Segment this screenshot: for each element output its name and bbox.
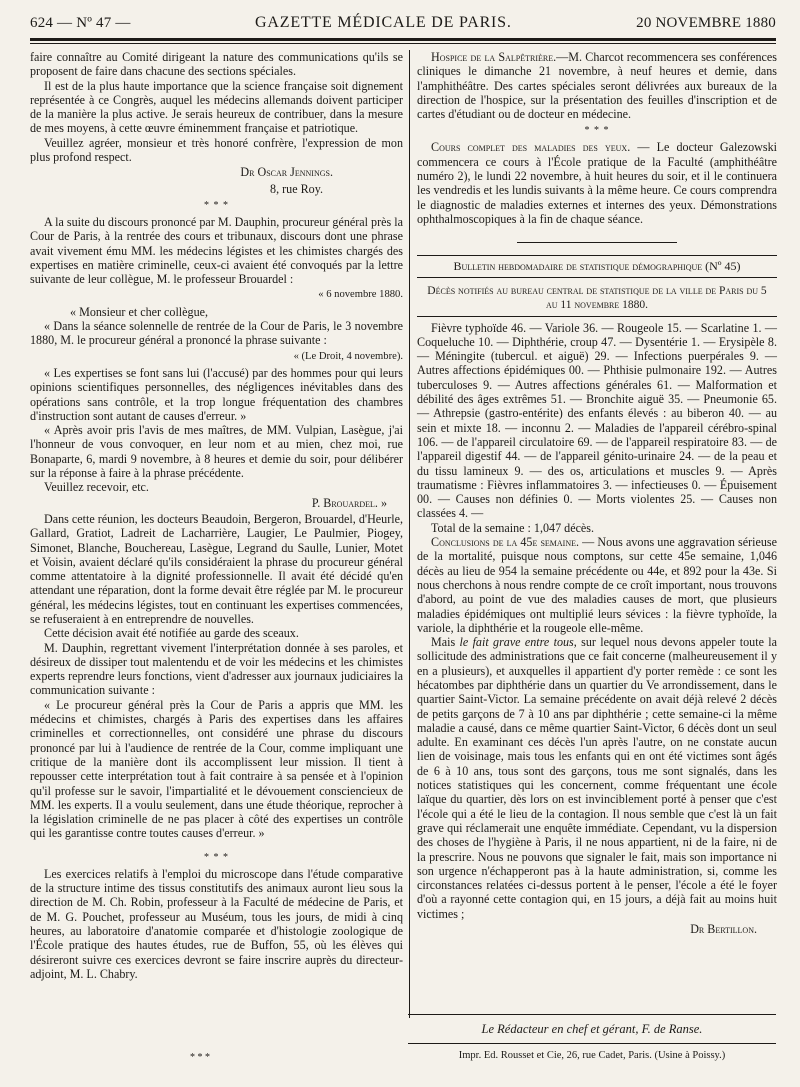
footer-rule bbox=[408, 1043, 776, 1044]
paragraph: Il est de la plus haute importance que la science française soit dignement représentée à ce Congrès, auquel les médecins allemands doivent participer de la manière la plus active. Je serais heureux de contribuer, dans la mesure de mes moyens, à cette œuvre éminemment française et patriotique. bbox=[30, 78, 403, 136]
section-stars: * * * bbox=[204, 199, 229, 211]
paragraph bbox=[417, 140, 777, 226]
deces-title: Décès notifiés au bureau central de statistique de la ville de Paris du 5 au 11 novembre 1880. bbox=[427, 284, 767, 311]
letter-date: « 6 novembre 1880. bbox=[318, 289, 403, 301]
journal-title: GAZETTE MÉDICALE DE PARIS. bbox=[255, 14, 512, 31]
page-number: 624 — Nº 47 — bbox=[30, 15, 131, 31]
header-rule-thin bbox=[30, 43, 776, 44]
paragraph: Cette décision avait été notifiée au garde des sceaux. bbox=[44, 626, 299, 641]
footer-printer: Impr. Ed. Rousset et Cie, 26, rue Cadet, Paris. (Usine à Poissy.) bbox=[458, 1050, 726, 1061]
section-heading: Conclusions de la 45e semaine. bbox=[431, 535, 580, 550]
short-rule bbox=[517, 242, 677, 243]
paragraph: Dans cette réunion, les docteurs Beaudoin, Bergeron, Brouardel, d'Heurle, Gallard, Gratiot, Ladreit de Lacharrière, Laugier, Le Paulmier, Piogey, Simonet, Blanche, Bouchereau, Lasègue, Legrand du Saulle, Lunier, Motet et Voisin, avaient déclaré qu'ils considéraient la phrase du procureur général comme attentatoire à la dignité professionnelle. Il avait été décidé qu'en attendant une réparation, dont la forme devait être réglée par M. le procureur général, les médecins légistes, tout en continuant les expertises commencées, se refuseraient à en entreprendre de nouvelles. bbox=[30, 511, 403, 626]
paragraph: faire connaître au Comité dirigeant la nature des communications qu'ils se proposent de faire dans chacune des sections spéciales. bbox=[30, 50, 403, 79]
signature-jennings: Dr Oscar Jennings. bbox=[240, 165, 333, 180]
deces-list: Fièvre typhoïde 46. — Variole 36. — Rougeole 15. — Scarlatine 1. — Coqueluche 10. — Diphthérie, croup 47. — Dysentérie 1. — Erysipèle 8. — Méningite (tubercul. et aiguë) 29. — Infections puerpérales 9. — Autres affections épidémiques 00. — Phthisie pulmonaire 192. — Autres tuberculoses 9. — Autres affections générales 61. — Malformation et débilité des âges extrêmes 51. — Bronchite aiguë 35. — Pneumonie 65. — Athrepsie (gastro-entérite) des enfants élevés : au biberon 40. — au sein et mixte 18. — inconnu 2. — Maladies de l'appareil cérébro-spinal 106. — de l'appareil circulatoire 69. — de l'appareil respiratoire 83. — de l'appareil digestif 44. — de l'appareil génito-urinaire 24. — de la peau et du tissu lamineux 9. — des os, articulations et muscles 9. — Après traumatisme : Fièvres inflammatoires 3. — infectieuses 0. — Épuisement 00. — Causes non définies 0. — Morts violentes 25. — Causes non classées 4. — bbox=[417, 320, 777, 521]
deces-total: Total de la semaine : 1,047 décès. bbox=[431, 520, 595, 535]
quote-source: « (Le Droit, 4 novembre). bbox=[293, 350, 403, 362]
paragraph: Veuillez agréer, monsieur et très honoré confrère, l'expression de mon plus profond respect. bbox=[30, 135, 403, 165]
section-heading: Hospice de la Salpêtrière. bbox=[431, 50, 557, 64]
section-stars: * * * bbox=[204, 851, 229, 863]
footer-rule bbox=[408, 1014, 776, 1015]
paragraph: « Les expertises se font sans lui (l'accusé) par des hommes pour qui leurs opinions scientifiques personnelles, des négligences inévitables dans des opérations sans contrôle, et la trop longue fréquentation des chambres d'instruction sont autant de causes d'erreur. » bbox=[30, 365, 403, 423]
section-stars: * * * bbox=[190, 1052, 210, 1063]
bulletin-heading: Bulletin hebdomadaire de statistique démographique (Nº 45) bbox=[417, 255, 777, 277]
issue-date: 20 NOVEMBRE 1880 bbox=[636, 15, 776, 31]
signature-brouardel: P. Brouardel. » bbox=[311, 495, 387, 510]
footer-editor: Le Rédacteur en chef et gérant, F. de Ranse. bbox=[481, 1022, 703, 1036]
paragraph bbox=[417, 635, 777, 921]
paragraph bbox=[417, 50, 777, 121]
paragraph-text: — Nous avons une aggravation sérieuse de la mortalité, puisque nous comptons, sur cette 45e semaine, 1,046 décès au lieu de 954 la semaine précédente ou 44e, et 892 pour la 43e. Si nous cherchons à nous rendre compte de ce croît important, nous trouvons d'abord, au point de vue des maladies causes de mort, que plusieurs maladies épidémiques ont multiplié leurs sévices : la fièvre typhoïde, la variole, la diphthérie et la rougeole elle-même. bbox=[417, 535, 777, 635]
paragraph: « Après avoir pris l'avis de mes maîtres, de MM. Vulpian, Lasègue, j'ai l'honneur de vous convoquer, en leur nom et au mien, chez moi, rue Bonaparte, 6, mardi 9 novembre, à 8 heures et demie du soir, pour délibérer sur la réponse à faire à la phrase précédente. bbox=[30, 423, 403, 481]
paragraph-text: , sur lequel nous devons appeler toute la sollicitude des administrations que ce fait concerne (malheureusement il y en a plusieurs), et auxquelles il appartient d'y porter remède : ce sont les hécatombes par diphthérie dans un quartier du Ve arrondissement, dans le quartier Saint-Victor. La semaine précédente on avait déjà relevé 2 décès de petits garçons de 7 à 10 ans par diphthérie ; cette semaine-ci la même maladie a causé, dans ce même quartier Saint-Victor, 6 décès dont un seul adulte. En examinant ces décès l'un après l'autre, on ne constate aucun lien de voisinage, mais tous les enfants qui en ont été victimes sont âgés de 6 à 10 ans, tous sont des garçons, tous me sont signalés, dans les notices statistiques qui les concernent, comme fréquentant une école laïque du quartier, dès lors on est invinciblement porté à penser que c'est l'école qui a été le lieu de la contagion. Il nous semble que c'est là un fait grave qui réclamerait une enquête immédiate. Cependant, vu la dispersion des choses de l'hygiène à Paris, il ne nous appartient, ni de la faire, ni de la prescrire. Nous ne pouvons que signaler le fait, mais son importance ni son urgence n'échapperont pas à la haute administration, si, comme les circonstances relatées ci-dessus portent à le penser, l'école a été le foyer d'où a rayonné cette contagion qui, en 15 jours, a déjà fait au moins huit victimes ; bbox=[417, 635, 777, 921]
paragraph-text: — Le docteur Galezowski commencera ce cours à l'École pratique de la Faculté (amphithéâtre numéro 2), le lundi 22 novembre, à huit heures du soir, et il le continuera les vendredis et les lundis suivants à la même heure. Ce cours comprendra le diagnostic de maladies externes et internes des yeux. Démonstrations ophthalmoscopiques à la fin de chaque séance. bbox=[417, 140, 777, 226]
header-rule-thick bbox=[30, 38, 776, 41]
paragraph-text: Mais bbox=[431, 635, 460, 650]
right-column bbox=[417, 50, 777, 938]
signature-address: 8, rue Roy. bbox=[270, 181, 323, 196]
paragraph: A la suite du discours prononcé par M. Dauphin, procureur général près la Cour de Paris, à la rentrée des cours et tribunaux, discours dont une phrase avait vivement ému MM. les médecins légistes et les chimistes chargés des expertises en matière criminelle, ceux-ci avaient été convoqués par la lettre suivante de leur collègue, M. le professeur Brouardel : bbox=[30, 214, 403, 287]
paragraph: « Dans la séance solennelle de rentrée de la Cour de Paris, le 3 novembre 1880, M. le procureur général a prononcé la phrase suivante : bbox=[30, 319, 403, 348]
left-column bbox=[30, 50, 403, 981]
signature-bertillon: Dr Bertillon. bbox=[690, 922, 757, 937]
paragraph: Les exercices relatifs à l'emploi du microscope dans l'étude comparative de la structure intime des tissus constitutifs des animaux auront lieu sous la direction de M. Ch. Robin, professeur à la Faculté de médecine de Paris, et de M. G. Pouchet, professeur au Muséum, tous les jours, de midi à cinq heures, au laboratoire d'anatomie comparée et d'histologie zoologique de l'École pratique des hautes études, rue de Buffon, 55, où les élèves qui désireront suivre ces exercices devront se faire inscrire auprès du directeur-adjoint, M. L. Chabry. bbox=[30, 866, 403, 981]
page-header bbox=[30, 14, 776, 36]
paragraph bbox=[417, 535, 777, 635]
paragraph: M. Dauphin, regrettant vivement l'interprétation donnée à ses paroles, et désireux de dissiper tout malentendu et de voir les médecins et les chimistes experts reprendre leurs fonctions, vient d'adresser aux journaux judiciaires la communication suivante : bbox=[30, 640, 403, 698]
section-heading: Cours complet des maladies des yeux. bbox=[431, 140, 631, 155]
section-stars: * * * bbox=[584, 125, 610, 137]
paragraph: « Le procureur général près la Cour de Paris a appris que MM. les médecins et chimistes, chargés à Paris des expertises dans les affaires criminelles et correctionnelles, ont considéré une phrase du discours prononcé par lui à l'audience de rentrée de la Cour, comme impliquant une critique de la manière dont ils accomplissent leur mission. Il tient à repousser cette interprétation tout à fait contraire à sa pensée et à l'opinion qu'il professe sur le savoir, l'impartialité et le dévouement consciencieux de MM. les experts. Il a voulu seulement, dans une étude théorique, reprocher à la législation criminelle de ne pas placer à côté des expertises un contrôle qui les garantisse contre toutes causes d'erreur. » bbox=[30, 697, 403, 841]
paragraph-text: —M. Charcot recommencera ses conférences cliniques le dimanche 21 novembre, à neuf heures et demie, dans l'amphithéâtre. Des cartes spéciales seront délivrées aux bureaux de la direction de l'hospice, sur la présentation des feuilles d'inscription et de cartes d'étudiant ou de docteur en médecine. bbox=[417, 50, 777, 122]
paragraph: Veuillez recevoir, etc. bbox=[44, 480, 149, 495]
emphasis: le fait grave entre tous bbox=[459, 635, 574, 650]
column-divider bbox=[409, 50, 410, 1018]
thin-rule bbox=[417, 316, 777, 317]
paragraph: « Monsieur et cher collègue, bbox=[70, 304, 209, 319]
